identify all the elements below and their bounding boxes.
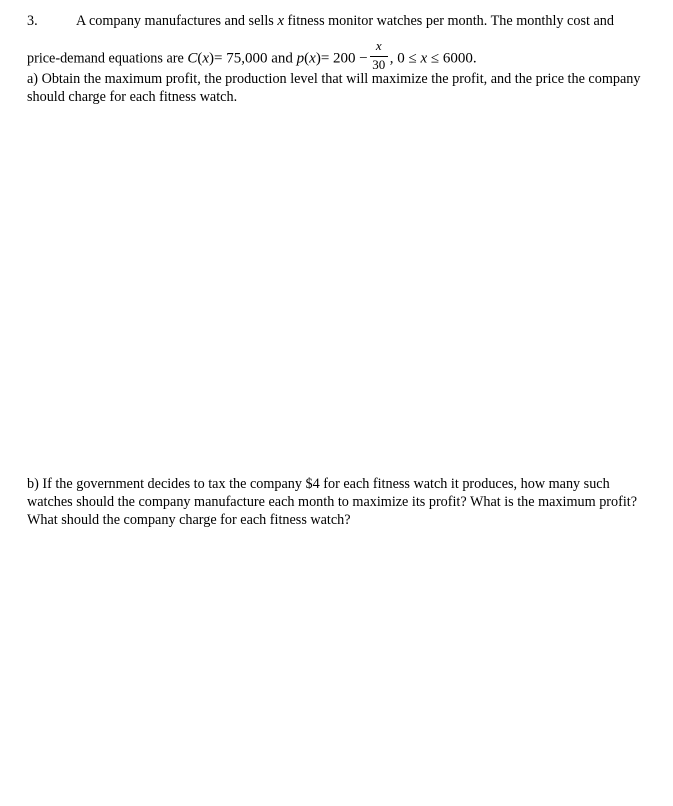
intro-text-end: fitness monitor watches per month. The monthly cost and <box>284 13 614 29</box>
question-number: 3. <box>27 13 38 29</box>
fraction-denominator: 30 <box>372 57 386 72</box>
price-arg-x: x <box>309 50 316 67</box>
domain-separator: , <box>389 50 398 67</box>
cost-arg-x: x <box>202 50 210 67</box>
fraction-numerator: x <box>375 38 382 53</box>
price-function-name: p <box>296 50 305 67</box>
domain-upper: ≤ 6000. <box>427 50 477 67</box>
cost-function-name: C <box>187 50 198 67</box>
cost-function-value: = 75,000 and <box>214 50 297 67</box>
question-intro-line <box>76 12 614 30</box>
price-function-value: = 200 − <box>320 50 368 67</box>
part-a-prompt: a) Obtain the maximum profit, the production level that will maximize the profit, and the price the company should charge for each fitness watch. <box>27 71 641 105</box>
variable-x: x <box>277 13 284 29</box>
paren-close-2: ) <box>315 50 321 67</box>
intro-text-start: A company manufactures and sells <box>76 13 278 29</box>
part-b-prompt: b) If the government decides to tax the company $4 for each fitness watch it produces, how many such watches should the company manufacture each month to maximize its profit? What is the maximum profit? What should the company charge for each fitness watch? <box>27 476 638 528</box>
domain-variable: x <box>420 50 428 67</box>
paren-close: ) <box>209 50 215 67</box>
clipped-previous-text <box>0 0 673 4</box>
paren-open: ( <box>197 50 203 67</box>
equations-lead-text: price-demand equations are <box>27 50 188 67</box>
domain-lower: 0 ≤ <box>397 50 421 67</box>
paren-open-2: ( <box>304 50 310 67</box>
